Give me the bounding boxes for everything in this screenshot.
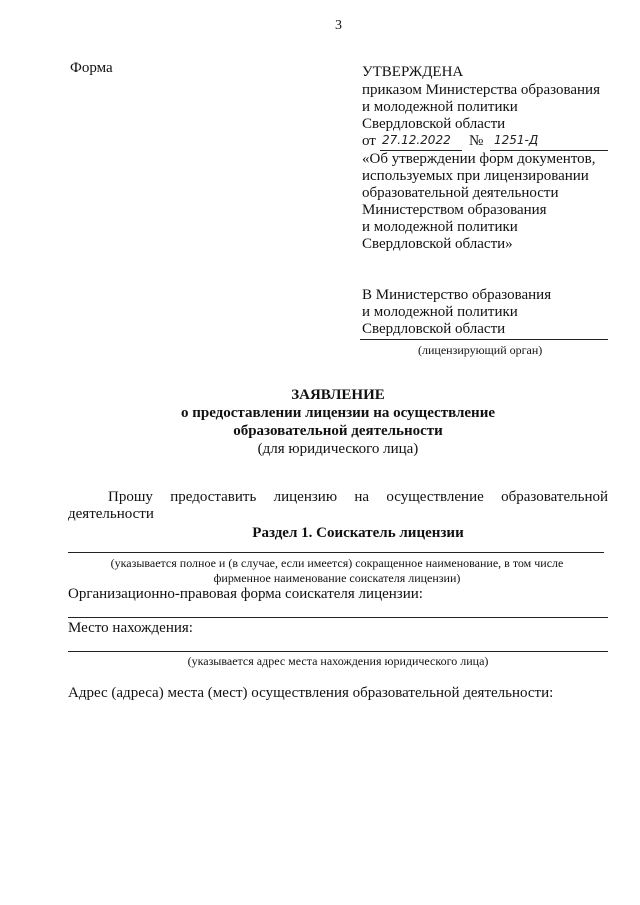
section-title: Раздел 1. Соискатель лицензии — [252, 525, 464, 541]
approval-number: 1251-Д — [494, 133, 539, 147]
activity-address-label: Адрес (адреса) места (мест) осуществления образовательной деятельности: — [68, 685, 554, 701]
addressee-line: и молодежной политики — [362, 304, 518, 320]
approval-order-title: используемых при лицензировании — [362, 168, 589, 184]
applicant-name-caption: фирменное наименование соискателя лицензии) — [213, 571, 461, 585]
request-word: образовательной — [501, 489, 608, 505]
location-field[interactable] — [68, 651, 608, 652]
document-subtitle-note: (для юридического лица) — [257, 441, 419, 457]
approval-line: и молодежной политики — [362, 99, 518, 115]
document-subtitle: о предоставлении лицензии на осуществление — [180, 405, 495, 421]
document-title: ЗАЯВЛЕНИЕ — [291, 387, 385, 403]
request-word: предоставить — [170, 489, 257, 505]
location-label: Место нахождения: — [68, 620, 193, 636]
document-subtitle: образовательной деятельности — [233, 423, 443, 439]
org-form-label: Организационно-правовая форма соискателя лицензии: — [68, 586, 423, 602]
request-paragraph-end: деятельности — [68, 506, 154, 522]
approval-order-title: «Об утверждении форм документов, — [362, 151, 596, 167]
addressee-line: В Министерство образования — [362, 287, 552, 303]
approval-order-title: образовательной деятельности — [362, 185, 559, 201]
request-word: на — [354, 489, 370, 505]
request-word: лицензию — [273, 489, 338, 505]
approval-date: 27.12.2022 — [382, 133, 451, 147]
approval-line: Свердловской области — [362, 116, 506, 132]
request-word: Прошу — [108, 489, 153, 505]
approval-stamp: УТВЕРЖДЕНА — [362, 64, 464, 80]
approval-number-sign: № — [469, 133, 484, 149]
approval-order-title: Министерством образования — [362, 202, 547, 218]
approval-order-title: Свердловской области» — [362, 236, 513, 252]
approval-order-title: и молодежной политики — [362, 219, 518, 235]
request-paragraph — [108, 489, 608, 506]
addressee-line: Свердловской области — [362, 321, 506, 337]
form-label: Форма — [70, 60, 113, 76]
applicant-name-field[interactable] — [68, 552, 604, 553]
applicant-name-caption: (указывается полное и (в случае, если имеется) сокращенное наименование, в том числе — [110, 556, 564, 570]
addressee-caption: (лицензирующий орган) — [418, 343, 543, 357]
org-form-field[interactable] — [68, 617, 608, 618]
approval-from-prefix: от — [362, 133, 376, 149]
location-caption: (указывается адрес места нахождения юридического лица) — [187, 654, 489, 668]
request-word: осуществление — [386, 489, 484, 505]
approval-line: приказом Министерства образования — [362, 82, 600, 98]
addressee-underline — [360, 339, 608, 340]
page-number: 3 — [335, 18, 342, 33]
